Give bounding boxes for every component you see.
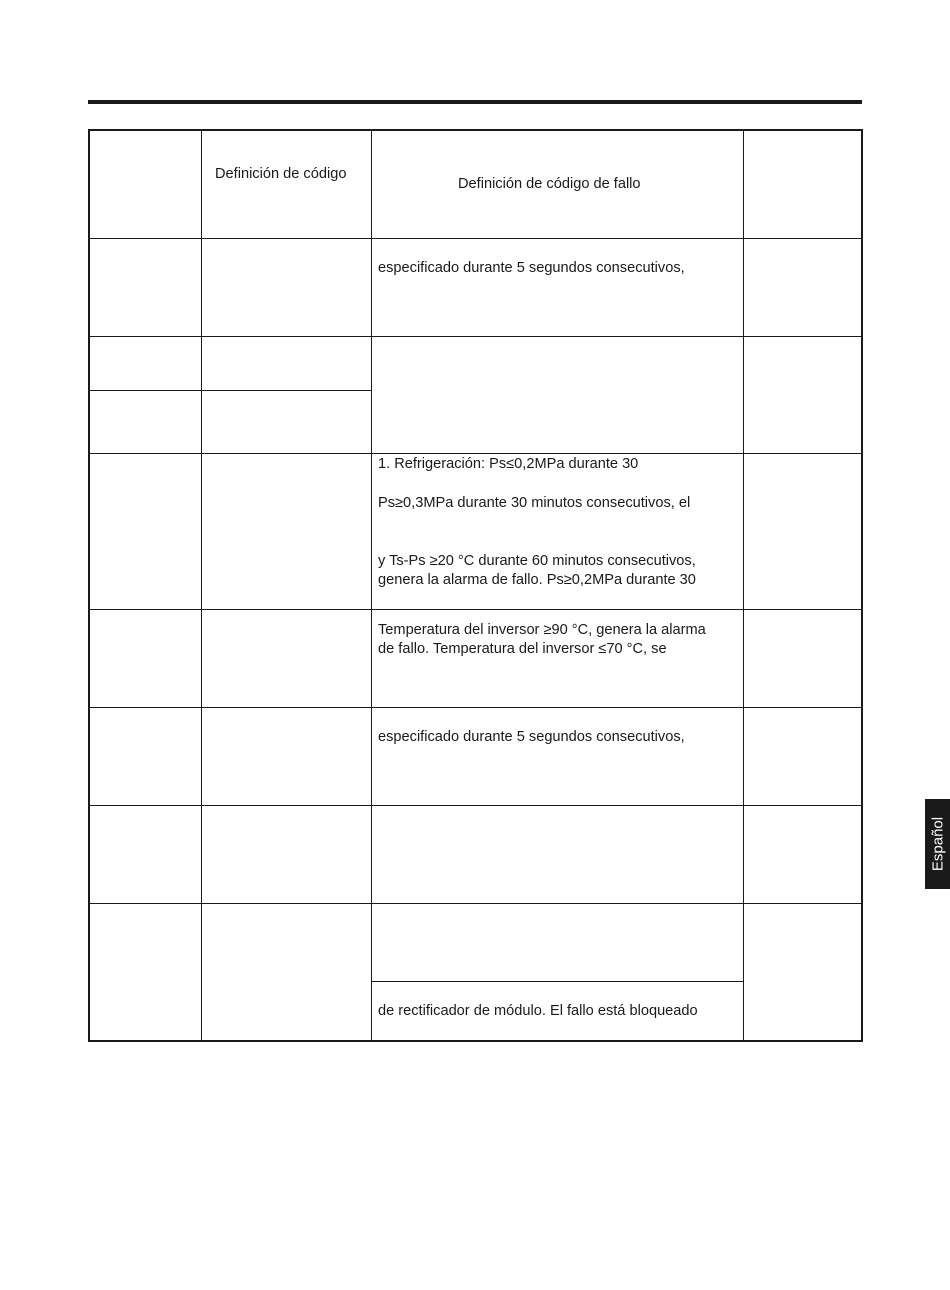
column-separator-2 [371,129,372,1042]
row-separator-partial [88,390,372,391]
row5-description-line2: de fallo. Temperatura del inversor ≤70 °C, se [378,641,667,657]
column-separator-3 [743,129,744,1042]
table-border-top [88,129,863,131]
column-separator-1 [201,129,202,1042]
row4-description-line3: y Ts-Ps ≥20 °C durante 60 minutos consecutivos, [378,553,696,569]
row-separator [88,453,863,454]
row-separator-partial [371,981,744,982]
row4-description-line1: 1. Refrigeración: Ps≤0,2MPa durante 30 [378,456,639,472]
row-separator [88,238,863,239]
header-fault-code-definition: Definición de código de fallo [458,176,641,192]
table-border-right [861,129,863,1042]
row-separator [88,903,863,904]
row-separator [88,336,863,337]
table-border-left [88,129,90,1042]
row5-description-line1: Temperatura del inversor ≥90 °C, genera la alarma [378,622,706,638]
row4-description-line4: genera la alarma de fallo. Ps≥0,2MPa durante 30 [378,572,696,588]
row4-description-line2: Ps≥0,3MPa durante 30 minutos consecutivos, el [378,495,691,511]
row1-description: especificado durante 5 segundos consecutivos, [378,260,685,276]
row-separator [88,805,863,806]
row-separator [88,609,863,610]
header-code-definition: Definición de código [215,166,347,182]
row6-description: especificado durante 5 segundos consecutivos, [378,729,685,745]
row8-description-bottom: de rectificador de módulo. El fallo está bloqueado [378,1003,698,1019]
row-separator [88,707,863,708]
table-border-bottom [88,1040,863,1042]
language-side-tab-label: Español [929,816,946,872]
language-side-tab [925,799,950,889]
